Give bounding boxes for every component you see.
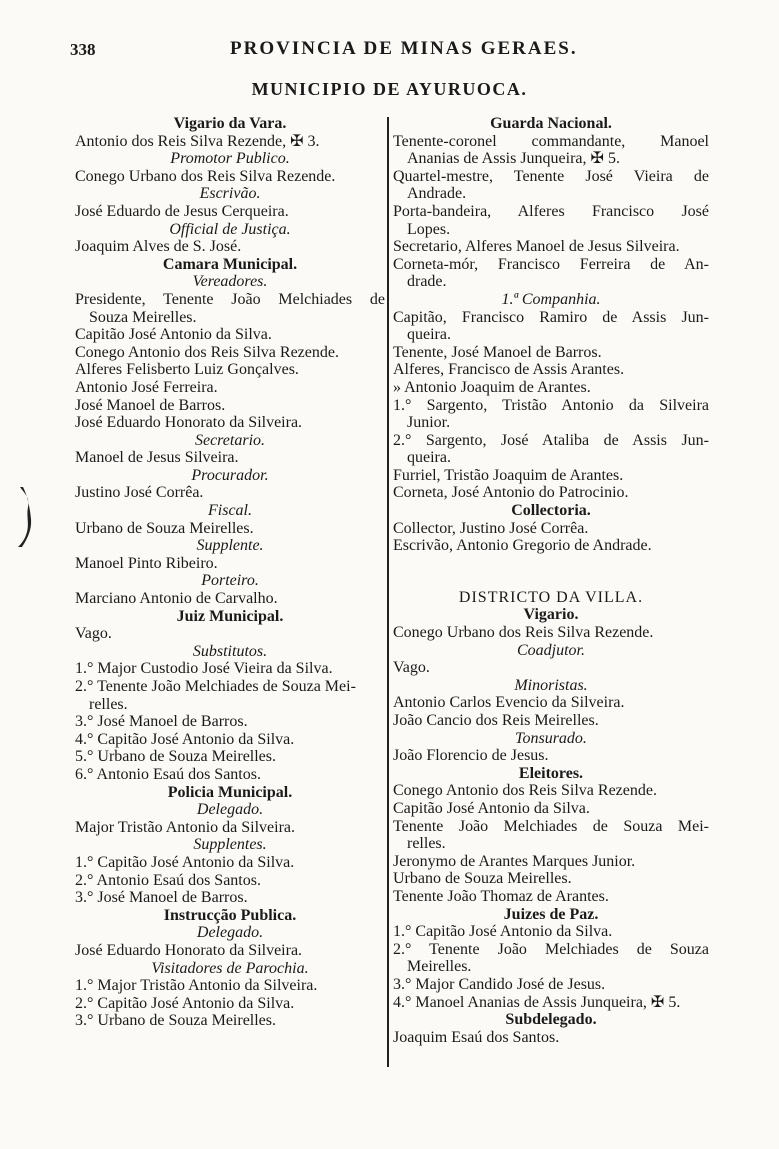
left-subheading: Escrivão.	[199, 185, 261, 203]
left-subheading: Vereadores.	[192, 273, 268, 291]
left-entry-line: 2.° Tenente João Melchiades de Souza Mei-	[75, 678, 356, 695]
right-column	[393, 115, 709, 1046]
left-entry-line: Major Tristão Antonio da Silveira.	[75, 818, 295, 836]
left-entry-line: 1.° Capitão José Antonio da Silva.	[75, 853, 295, 871]
left-entry-line: 4.° Capitão José Antonio da Silva.	[75, 730, 295, 748]
page-header	[70, 38, 710, 64]
right-subheading: 1.ª Companhia.	[501, 290, 601, 308]
right-section-heading: Guarda Nacional.	[490, 115, 612, 132]
page-number: 338	[70, 40, 96, 59]
left-entry-line: 2.° Capitão José Antonio da Silva.	[75, 994, 295, 1012]
right-entry-line: Escrivão, Antonio Gregorio de Andrade.	[393, 537, 652, 555]
left-entry-line: Alferes Felisberto Luiz Gonçalves.	[75, 361, 299, 379]
right-entry-line: queira.	[407, 326, 451, 344]
left-section-heading: Policia Municipal.	[167, 783, 293, 801]
left-entry-line: Antonio dos Reis Silva Rezende, ✠ 3.	[75, 132, 320, 150]
right-entry-line: 3.° Major Candido José de Jesus.	[393, 975, 606, 993]
right-section-heading: Eleitores.	[518, 764, 584, 782]
right-entry-line: João Cancio dos Reis Meirelles.	[393, 712, 599, 729]
municipio-title: MUNICIPIO DE AYURUOCA.	[251, 79, 528, 99]
right-entry-line: relles.	[407, 835, 446, 853]
left-subheading: Secretario.	[194, 431, 266, 449]
left-subheading: Promotor Publico.	[170, 150, 290, 168]
right-entry-line: Junior.	[407, 414, 451, 432]
right-entry-line: drade.	[407, 273, 447, 291]
right-entry-line: Corneta, José Antonio do Patrocinio.	[393, 484, 629, 502]
right-entry-line: Capitão, Francisco Ramiro de Assis Jun-	[393, 308, 709, 326]
left-subheading: Procurador.	[191, 466, 269, 484]
right-section-heading: Subdelegado.	[505, 1011, 597, 1029]
left-section-heading: Camara Municipal.	[162, 255, 298, 273]
left-entry-line: José Eduardo Honorato da Silveira.	[75, 414, 303, 432]
right-entry-line: João Florencio de Jesus.	[393, 747, 549, 765]
left-entry-line: Urbano de Souza Meirelles.	[75, 519, 254, 537]
left-section-heading: Vigario da Vara.	[173, 115, 287, 132]
left-entry-line: Vago.	[75, 625, 112, 643]
right-entry-line: Collector, Justino José Corrêa.	[393, 519, 589, 537]
right-entry-line: 1.° Sargento, Tristão Antonio da Silveira	[393, 396, 709, 414]
left-subheading: Visitadores de Parochia.	[151, 959, 309, 977]
right-subheading: Coadjutor.	[516, 641, 585, 659]
right-entry-line: Alferes, Francisco de Assis Arantes.	[393, 361, 625, 379]
right-section-heading: Vigario.	[523, 606, 579, 624]
running-title: PROVINCIA DE MINAS GERAES.	[230, 38, 578, 59]
left-entry-line: Antonio José Ferreira.	[75, 378, 218, 396]
right-section-heading: Juizes de Paz.	[503, 905, 599, 923]
left-entry-line: 3.° José Manoel de Barros.	[75, 713, 248, 731]
left-entry-line: 1.° Major Custodio José Vieira da Silva.	[75, 660, 333, 678]
right-entry-line: 2.° Tenente João Melchiades de Souza	[393, 940, 709, 958]
left-subheading: Official de Justiça.	[169, 220, 291, 238]
left-section-heading: Juiz Municipal.	[176, 607, 284, 625]
right-entry-line: Conego Antonio dos Reis Silva Rezende.	[393, 782, 657, 800]
left-entry-line: relles.	[89, 695, 128, 713]
right-entry-line: Tenente João Melchiades de Souza Mei-	[393, 817, 709, 835]
right-entry-line: Joaquim Esaú dos Santos.	[393, 1028, 560, 1046]
left-subheading: Porteiro.	[201, 572, 259, 590]
left-entry-line: José Eduardo de Jesus Cerqueira.	[75, 202, 289, 220]
left-entry-line: José Eduardo Honorato da Silveira.	[75, 941, 303, 959]
left-entry-line: Conego Urbano dos Reis Silva Rezende.	[75, 167, 336, 185]
right-subheading: Tonsurado.	[515, 729, 587, 747]
left-subheading: Substitutos.	[192, 642, 268, 660]
left-entry-line: 2.° Antonio Esaú dos Santos.	[75, 871, 261, 889]
right-entry-line: 2.° Sargento, José Ataliba de Assis Jun-	[393, 431, 709, 449]
right-entry-line: Tenente-coronel commandante, Manoel	[393, 132, 709, 150]
right-entry-line: Furriel, Tristão Joaquim de Arantes.	[393, 466, 624, 484]
left-section-heading: Instrucção Publica.	[163, 906, 297, 924]
right-section-heading: Collectoria.	[511, 502, 591, 520]
left-entry-line: Capitão José Antonio da Silva.	[75, 326, 272, 344]
left-entry-line: 1.° Major Tristão Antonio da Silveira.	[75, 977, 318, 995]
right-entry-line: Lopes.	[407, 220, 451, 238]
right-entry-line: Ananias de Assis Junqueira, ✠ 5.	[407, 150, 620, 168]
right-entry-line: 4.° Manoel Ananias de Assis Junqueira, ✠ 5.	[393, 993, 681, 1011]
right-entry-line: DISTRICTO DA VILLA.	[458, 588, 644, 606]
right-entry-line: Porta-bandeira, Alferes Francisco José	[393, 202, 709, 220]
right-entry-line: Jeronymo de Arantes Marques Junior.	[393, 852, 636, 870]
right-entry-line: Antonio Carlos Evencio da Silveira.	[393, 694, 625, 712]
left-entry-line: Souza Meirelles.	[89, 308, 197, 326]
right-entry-line: Urbano de Souza Meirelles.	[393, 870, 572, 888]
right-entry-line: Vago.	[393, 659, 430, 677]
left-entry-line: 3.° José Manoel de Barros.	[75, 889, 248, 907]
left-entry-line: José Manoel de Barros.	[75, 396, 226, 414]
left-subheading: Supplentes.	[193, 836, 267, 854]
left-entry-line: Presidente, Tenente João Melchiades de	[75, 290, 385, 308]
right-entry-line: queira.	[407, 449, 451, 467]
left-entry-line: 5.° Urbano de Souza Meirelles.	[75, 748, 277, 766]
left-entry-line: Conego Antonio dos Reis Silva Rezende.	[75, 343, 339, 361]
right-entry-line: Quartel-mestre, Tenente José Vieira de	[393, 167, 709, 185]
right-spacer	[393, 555, 709, 589]
margin-ink-mark	[14, 485, 34, 549]
right-entry-line: Capitão José Antonio da Silva.	[393, 799, 590, 817]
left-entry-line: Joaquim Alves de S. José.	[75, 238, 242, 256]
right-entry-line: Corneta-mór, Francisco Ferreira de An-	[393, 255, 709, 273]
left-subheading: Supplente.	[196, 537, 264, 555]
left-subheading: Delegado.	[196, 801, 264, 819]
left-subheading: Fiscal.	[208, 502, 252, 520]
right-entry-line: Secretario, Alferes Manoel de Jesus Silveira.	[393, 238, 680, 256]
right-entry-line: Tenente João Thomaz de Arantes.	[393, 887, 609, 905]
left-entry-line: 3.° Urbano de Souza Meirelles.	[75, 1012, 277, 1030]
right-entry-line: » Antonio Joaquim de Arantes.	[393, 378, 591, 396]
column-divider	[387, 117, 389, 1067]
left-entry-line: Marciano Antonio de Carvalho.	[75, 590, 278, 608]
left-column	[75, 115, 385, 1030]
right-entry-line: Meirelles.	[407, 958, 472, 976]
left-entry-line: 6.° Antonio Esaú dos Santos.	[75, 765, 261, 783]
right-entry-line: Conego Urbano dos Reis Silva Rezende.	[393, 624, 654, 642]
right-entry-line: Andrade.	[407, 185, 467, 203]
right-entry-line: 1.° Capitão José Antonio da Silva.	[393, 923, 613, 941]
right-entry-line: Tenente, José Manoel de Barros.	[393, 343, 602, 361]
left-entry-line: Justino José Corrêa.	[75, 484, 204, 502]
left-subheading: Delegado.	[196, 924, 264, 942]
right-subheading: Minoristas.	[514, 676, 588, 694]
left-entry-line: Manoel Pinto Ribeiro.	[75, 554, 218, 572]
left-entry-line: Manoel de Jesus Silveira.	[75, 449, 239, 467]
